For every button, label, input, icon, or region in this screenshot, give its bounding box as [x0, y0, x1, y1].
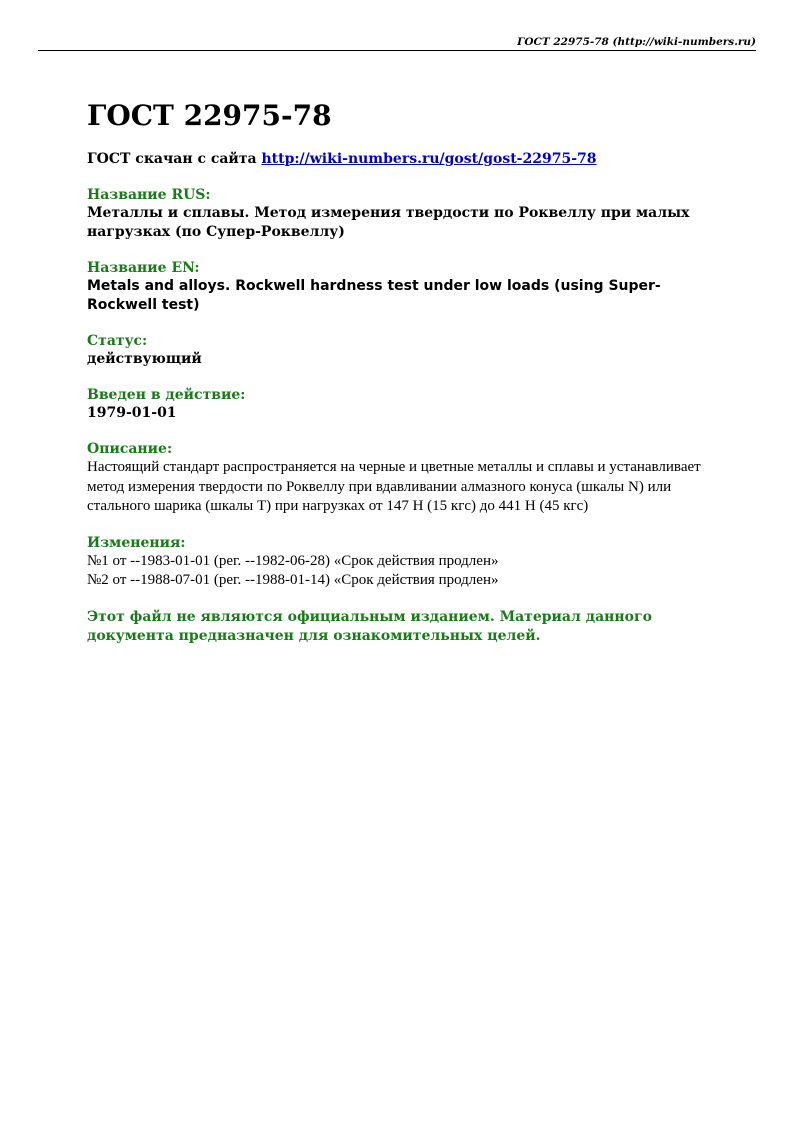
- disclaimer-notice: Этот файл не являются официальным изданием. Материал данного документа предназначен для ознакомительных целей.: [87, 608, 652, 644]
- section-status: [87, 332, 707, 369]
- section-description: [87, 440, 707, 517]
- effective-date-label: Введен в действие:: [87, 387, 246, 403]
- description-value: Настоящий стандарт распространяется на черные и цветные металлы и сплавы и устанавливает метод измерения твердости по Роквеллу при вдавливании алмазного конуса (шкалы N) или стального шарика (шкалы T) при нагрузках от 147 Н (15 кгс) до 441 Н (45 кгс): [87, 459, 701, 514]
- changes-label: Изменения:: [87, 534, 186, 551]
- name-en-value: Metals and alloys. Rockwell hardness test under low loads (using Super-Rockwell test): [87, 278, 661, 313]
- change-item-2: №2 от --1988-07-01 (рег. --1988-01-14) «Срок действия продлен»: [87, 572, 499, 588]
- description-label: Описание:: [87, 441, 173, 457]
- running-header: [38, 36, 756, 51]
- section-name-en: [87, 259, 707, 315]
- name-rus-label: Название RUS:: [87, 187, 211, 203]
- effective-date-value: 1979-01-01: [87, 405, 177, 421]
- section-changes: [87, 534, 707, 591]
- section-effective-date: [87, 386, 707, 423]
- running-header-text: ГОСТ 22975-78 (http://wiki-numbers.ru): [517, 36, 756, 48]
- source-prefix: ГОСТ скачан с сайта: [87, 151, 257, 167]
- change-item-1: №1 от --1983-01-01 (рег. --1982-06-28) «Срок действия продлен»: [87, 552, 499, 569]
- status-value: действующий: [87, 351, 202, 367]
- status-label: Статус:: [87, 333, 148, 349]
- document-body: [87, 96, 707, 646]
- document-title: ГОСТ 22975-78: [87, 99, 332, 132]
- name-en-label: Название EN:: [87, 260, 200, 276]
- source-link[interactable]: http://wiki-numbers.ru/gost/gost-22975-78: [261, 151, 597, 167]
- source-line: [87, 150, 707, 169]
- section-name-rus: [87, 186, 707, 242]
- name-rus-value: Металлы и сплавы. Метод измерения твердости по Роквеллу при малых нагрузках (по Супер-Роквеллу): [87, 205, 690, 240]
